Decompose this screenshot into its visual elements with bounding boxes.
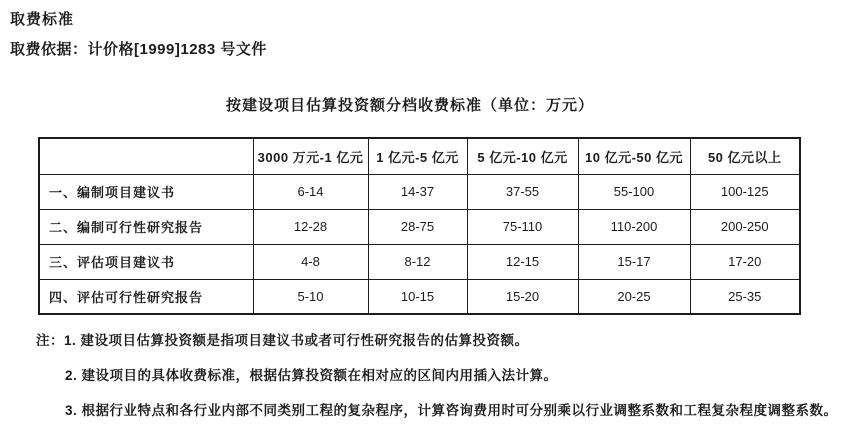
table-title: 按建设项目估算投资额分档收费标准（单位：万元） [225, 97, 594, 114]
fee-cell: 75-110 [467, 209, 578, 244]
note-line-1 [36, 330, 838, 351]
fee-cell: 100-125 [690, 174, 800, 209]
fee-basis-line: 取费依据：计价格[1999]1283 号文件 [10, 41, 267, 58]
column-header: 3000 万元-1 亿元 [253, 138, 368, 174]
fee-cell: 110-200 [578, 209, 690, 244]
fee-cell: 37-55 [467, 174, 578, 209]
note-line-3 [36, 400, 838, 421]
fee-standard-table [38, 137, 801, 315]
row-label: 四、评估可行性研究报告 [39, 279, 253, 314]
fee-cell: 20-25 [578, 279, 690, 314]
table-row [39, 174, 800, 209]
fee-cell: 15-17 [578, 244, 690, 279]
fee-cell: 200-250 [690, 209, 800, 244]
fee-cell: 28-75 [368, 209, 467, 244]
column-header: 50 亿元以上 [690, 138, 800, 174]
table-header-row [39, 138, 800, 174]
note-line-2 [36, 365, 838, 386]
fee-cell: 25-35 [690, 279, 800, 314]
fee-cell: 8-12 [368, 244, 467, 279]
table-row [39, 279, 800, 314]
corner-cell [39, 138, 253, 174]
row-label: 三、评估项目建议书 [39, 244, 253, 279]
fee-cell: 10-15 [368, 279, 467, 314]
table-row [39, 244, 800, 279]
notes-section [36, 330, 838, 429]
fee-cell: 12-28 [253, 209, 368, 244]
note-text: 3. 根据行业特点和各行业内部不同类别工程的复杂程序，计算咨询费用时可分别乘以行业调整系数和工程复杂程度调整系数。 [65, 403, 838, 418]
fee-cell: 14-37 [368, 174, 467, 209]
fee-cell: 17-20 [690, 244, 800, 279]
table-row [39, 209, 800, 244]
fee-cell: 12-15 [467, 244, 578, 279]
column-header: 5 亿元-10 亿元 [467, 138, 578, 174]
row-label: 二、编制可行性研究报告 [39, 209, 253, 244]
column-header: 10 亿元-50 亿元 [578, 138, 690, 174]
note-prefix: 注： [36, 333, 64, 348]
fee-cell: 5-10 [253, 279, 368, 314]
note-text: 1. 建设项目估算投资额是指项目建议书或者可行性研究报告的估算投资额。 [64, 333, 529, 348]
page-title: 取费标准 [10, 11, 75, 28]
column-header: 1 亿元-5 亿元 [368, 138, 467, 174]
row-label: 一、编制项目建议书 [39, 174, 253, 209]
fee-cell: 4-8 [253, 244, 368, 279]
note-text: 2. 建设项目的具体收费标准，根据估算投资额在相对应的区间内用插入法计算。 [65, 368, 558, 383]
fee-cell: 6-14 [253, 174, 368, 209]
fee-cell: 15-20 [467, 279, 578, 314]
fee-cell: 55-100 [578, 174, 690, 209]
